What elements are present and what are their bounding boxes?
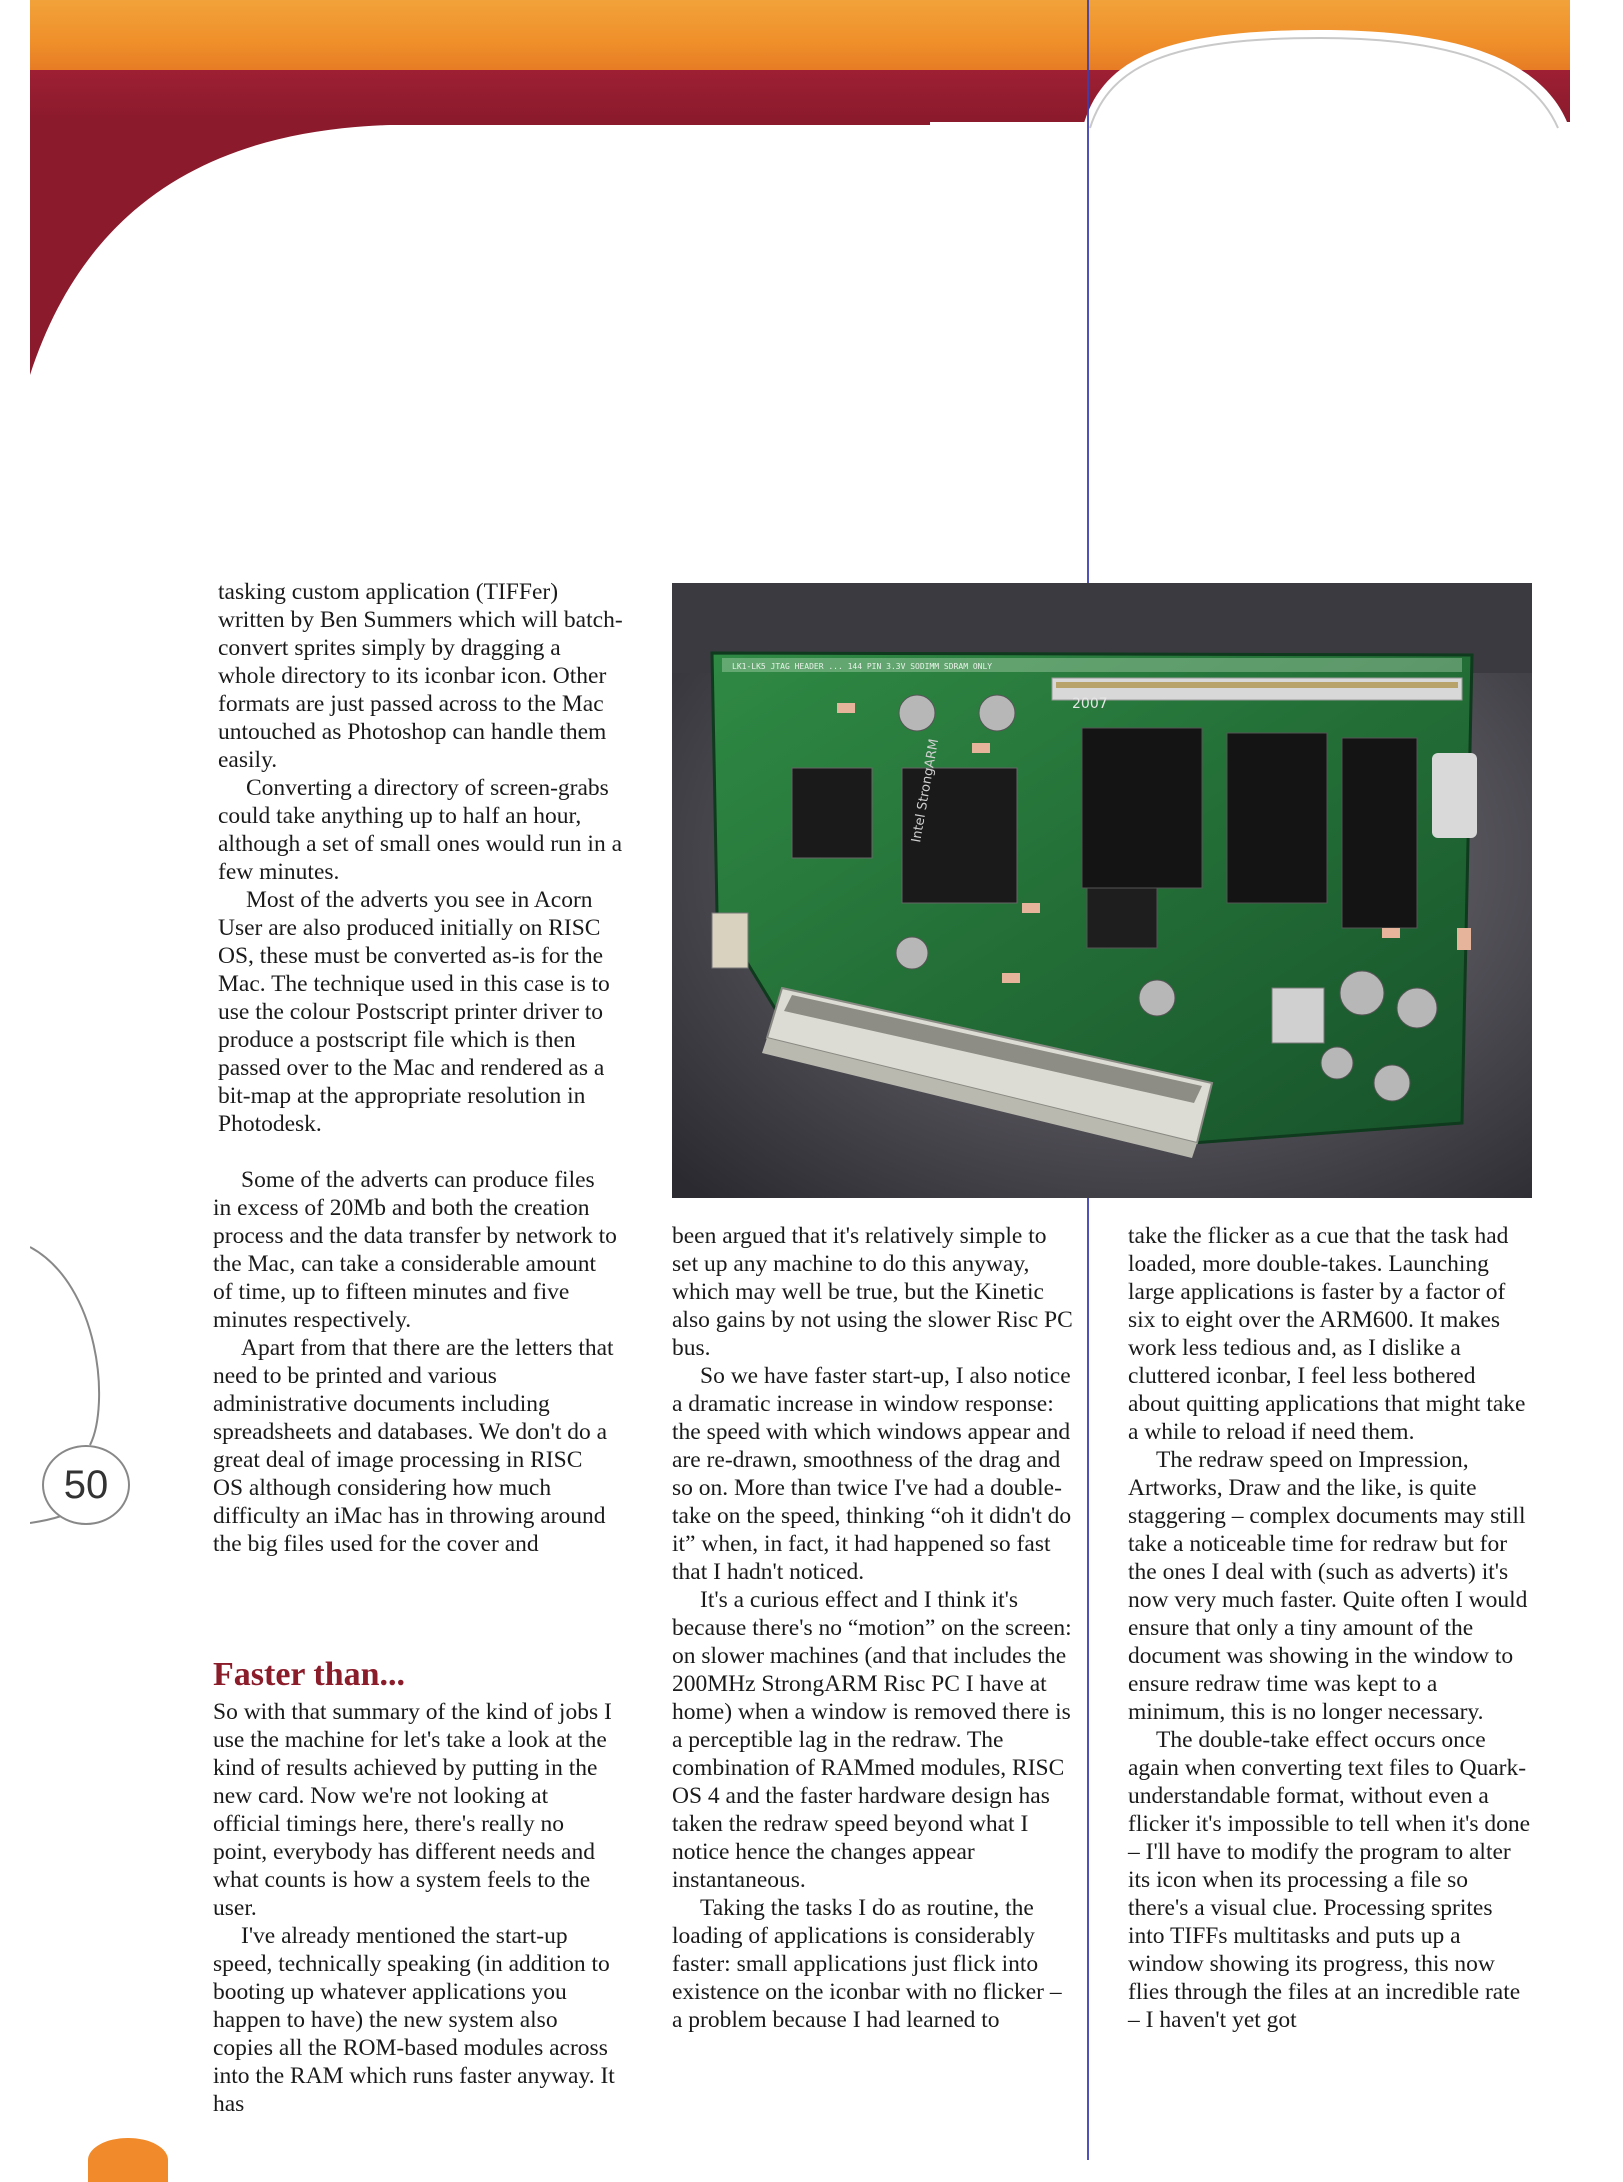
- circuit-board-photo: [672, 583, 1532, 1198]
- col2-paragraph-3: It's a curious effect and I think it's because there's no “motion” on the screen: on slower machines (and that includes the 200MHz StrongARM Risc PC I have at home) when a window is removed there is a perceptible lag in the redraw. The combination of RAMmed modules, RISC OS 4 and the faster hardware design has taken the redraw speed beyond what I notice hence the changes appear instantaneous.: [672, 1587, 1072, 1893]
- board-silkscreen-text: LK1-LK5 JTAG HEADER ... 144 PIN 3.3V SODIMM SDRAM ONLY: [732, 662, 993, 671]
- column-1-middle: [213, 1166, 618, 1558]
- col1-paragraph-6: So with that summary of the kind of jobs I use the machine for let's take a look at the kind of results achieved by putting in the new card. Now we're not looking at official timings here, there's really no point, everybody has different needs and what counts is how a system feels to the user.: [213, 1699, 612, 1921]
- col2-paragraph-2: So we have faster start-up, I also notice a dramatic increase in window response: the speed with which windows appear and are re-drawn, smoothness of the drag and so on. More than twice I've had a double-take on the speed, thinking “oh it didn't do it” when, in fact, it had happened so fast that I hadn't noticed.: [672, 1363, 1072, 1585]
- col1-paragraph-3: Most of the adverts you see in Acorn User are also produced initially on RISC OS, these must be converted as-is for the Mac. The technique used in this case is to use the colour Postscript printer driver to produce a postscript file which is then passed over to the Mac and rendered as a bit-map at the appropriate resolution in Photodesk.: [218, 887, 610, 1137]
- col3-paragraph-3: The double-take effect occurs once again when converting text files to Quark-understandable format, without even a flicker it's impossible to tell when it's done – I'll have to modify the program to alter its icon when its processing a file so there's a visual clue. Processing sprites into TIFFs multitasks and puts up a window showing its progress, this now flies through the files at an incredible rate – I haven't yet got: [1128, 1727, 1531, 2033]
- section-heading: Faster than...: [213, 1656, 406, 1693]
- header-white-arch: [1080, 0, 1570, 130]
- col3-paragraph-1: take the flicker as a cue that the task had loaded, more double-takes. Launching large applications is faster by a factor of six to eight over the ARM600. It makes work less tedious and, as I dislike a cluttered iconbar, I feel less bothered about quitting applications that might take a while to reload if need them.: [1128, 1223, 1526, 1445]
- header-red-swoosh: [30, 0, 930, 380]
- col2-paragraph-1: been argued that it's relatively simple to set up any machine to do this anyway, which may well be true, but the Kinetic also gains by not using the slower Risc PC bus.: [672, 1223, 1073, 1361]
- col1-paragraph-5: Apart from that there are the letters that need to be printed and various administrative documents including spreadsheets and databases. We don't do a great deal of image processing in RISC OS although considering how much difficulty an iMac has in throwing around the big files used for the cover and: [213, 1335, 614, 1557]
- col1-paragraph-7: I've already mentioned the start-up speed, technically speaking (in addition to booting up whatever applications you happen to have) the new system also copies all the ROM-based modules across into the RAM which runs faster anyway. It has: [213, 1923, 615, 2117]
- column-3: [1128, 1222, 1533, 2034]
- col3-paragraph-2: The redraw speed on Impression, Artworks, Draw and the like, is quite staggering – complex documents may still take a noticeable time for redraw but for the ones I deal with (such as adverts) it's now very much faster. Quite often I would ensure that only a tiny amount of the document was showing in the window to ensure redraw time was kept to a minimum, this is no longer necessary.: [1128, 1447, 1528, 1725]
- column-1-top: [218, 578, 623, 1138]
- sodimm-label: 2007: [1072, 696, 1108, 712]
- footer-orange-tab: [88, 2138, 168, 2182]
- col1-paragraph-1: tasking custom application (TIFFer) written by Ben Summers which will batch-convert sprites simply by dragging a whole directory to its iconbar icon. Other formats are just passed across to the Mac untouched as Photoshop can handle them easily.: [218, 579, 623, 773]
- column-1-bottom: [213, 1698, 618, 2118]
- cpu-chip-label: Intel StrongARM: [909, 737, 943, 844]
- col1-paragraph-2: Converting a directory of screen-grabs could take anything up to half an hour, although a set of small ones would run in a few minutes.: [218, 775, 622, 885]
- page-number: 50: [42, 1445, 130, 1525]
- col2-paragraph-4: Taking the tasks I do as routine, the loading of applications is considerably faster: small applications just flick into existence on the iconbar with no flicker – a problem because I had learned to: [672, 1895, 1062, 2033]
- col1-paragraph-4: Some of the adverts can produce files in excess of 20Mb and both the creation process and the data transfer by network to the Mac, can take a considerable amount of time, up to fifteen minutes and five minutes respectively.: [213, 1167, 617, 1333]
- column-2: [672, 1222, 1077, 2034]
